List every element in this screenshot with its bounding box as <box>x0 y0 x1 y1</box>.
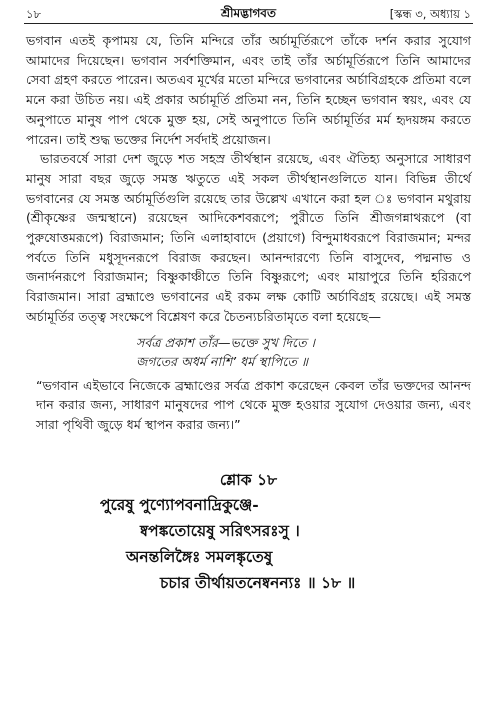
shloka-line-2: ষ্বপঙ্কতোয়েষু সরিৎসরঃসু । <box>140 521 300 541</box>
verse-line-2: জগতের অধর্ম নাশি’ ধর্ম স্থাপিতে ॥ <box>136 353 308 369</box>
paragraph-2: ভারতবর্ষে সারা দেশ জুড়ে শত সহস্র তীর্থস্থান রয়েছে, এবং ঐতিহ্য অনুসারে সাধারণ মানুষ সারা বছর জুড়ে সমস্ত ঋতুতে এই সকল তীর্থস্থানগুলিতে যান। বিভিন্ন তীর্থে ভগবানের যে সমস্ত অর্চামূর্তিগুলি রয়েছে তার উল্লেখ এখানে করা হল ঃ ভগবান মথুরায় (শ্রীকৃষ্ণের জন্মস্থানে) রয়েছেন আদিকেশবরূপে; পুরীতে তিনি শ্রীজগন্নাথরূপে (বা পুরুষোত্তমরূপে) বিরাজমান; তিনি এলাহাবাদে (প্রয়াগে) বিন্দুমাধবরূপে বিরাজমান; মন্দর পর্বতে তিনি মধুসূদনরূপে বিরাজ করছেন। আনন্দারণ্যে তিনি বাসুদেব, পদ্মনাভ ও জনার্দনরূপে বিরাজমান; বিষ্ণুকাঞ্চীতে তিনি বিষ্ণুরূপে; এবং মায়াপুরে তিনি হরিরূপে বিরাজমান। সারা ব্রহ্মাণ্ডে ভগবানের এই রকম লক্ষ কোটি অর্চাবিগ্রহ রয়েছে। এই সমস্ত অর্চামূর্তির তত্ত্ব সংক্ষেপে বিশ্লেষণ করে চৈতন্যচরিতামৃতে বলা হয়েছে— <box>26 151 471 324</box>
shloka-heading: শ্লোক ১৮ <box>219 471 278 490</box>
book-title: শ্রীমদ্ভাগবত <box>220 6 276 20</box>
shloka-line-4: চচার তীর্থায়তনেষ্বনন্যঃ ॥ ১৮ ॥ <box>160 573 356 593</box>
page-number: ১৮ <box>26 7 41 21</box>
verse-translation: “ভগবান এইভাবে নিজেকে ব্রহ্মাণ্ডের সর্বত্র প্রকাশ করেছেন কেবল তাঁর ভক্তদের আনন্দ দান করার জন্য, সাধারণ মানুষদের পাপ থেকে মুক্ত হওয়ার সুযোগ দেওয়ার জন্য, এবং সারা পৃথিবী জুড়ে ধর্ম স্থাপন করার জন্য।” <box>36 377 471 432</box>
bengali-verse <box>136 333 471 371</box>
section-reference: [স্কন্ধ ৩, অধ্যায় ১ <box>389 7 471 21</box>
shloka-line-3: অনন্তলিঙ্গৈঃ সমলঙ্কৃতেষু <box>126 547 273 567</box>
page-body <box>26 26 471 596</box>
paragraph-1: ভগবান এতই কৃপাময় যে, তিনি মন্দিরে তাঁর অর্চামূর্তিরূপে তাঁকে দর্শন করার সুযোগ আমাদের দিয়েছেন। ভগবান সর্বশক্তিমান, এবং তাই তাঁর অর্চামূর্তিরূপে তিনি আমাদের সেবা গ্রহণ করতে পারেন। অতএব মূর্খের মতো মন্দিরে ভগবানের অর্চাবিগ্রহকে প্রতিমা বলে মনে করা উচিত নয়। এই প্রকার অর্চামূর্তি প্রতিমা নন, তিনি হচ্ছেন ভগবান স্বয়ং, এবং যে অনুপাতে মানুষ পাপ থেকে মুক্ত হয়, সেই অনুপাতে তিনি অর্চামূর্তির মর্ম হৃদয়ঙ্গম করতে পারেন। তাই শুদ্ধ ভক্তের নির্দেশ সর্বদাই প্রয়োজন। <box>26 33 471 147</box>
shloka-line-1: পুরেষু পুণ্যোপবনাদ্রিকুঞ্জে- <box>100 495 259 515</box>
header-rule <box>24 23 473 24</box>
verse-line-1: সর্বত্র প্রকাশ তাঁর—ভক্তে সুখ দিতে । <box>136 334 316 350</box>
